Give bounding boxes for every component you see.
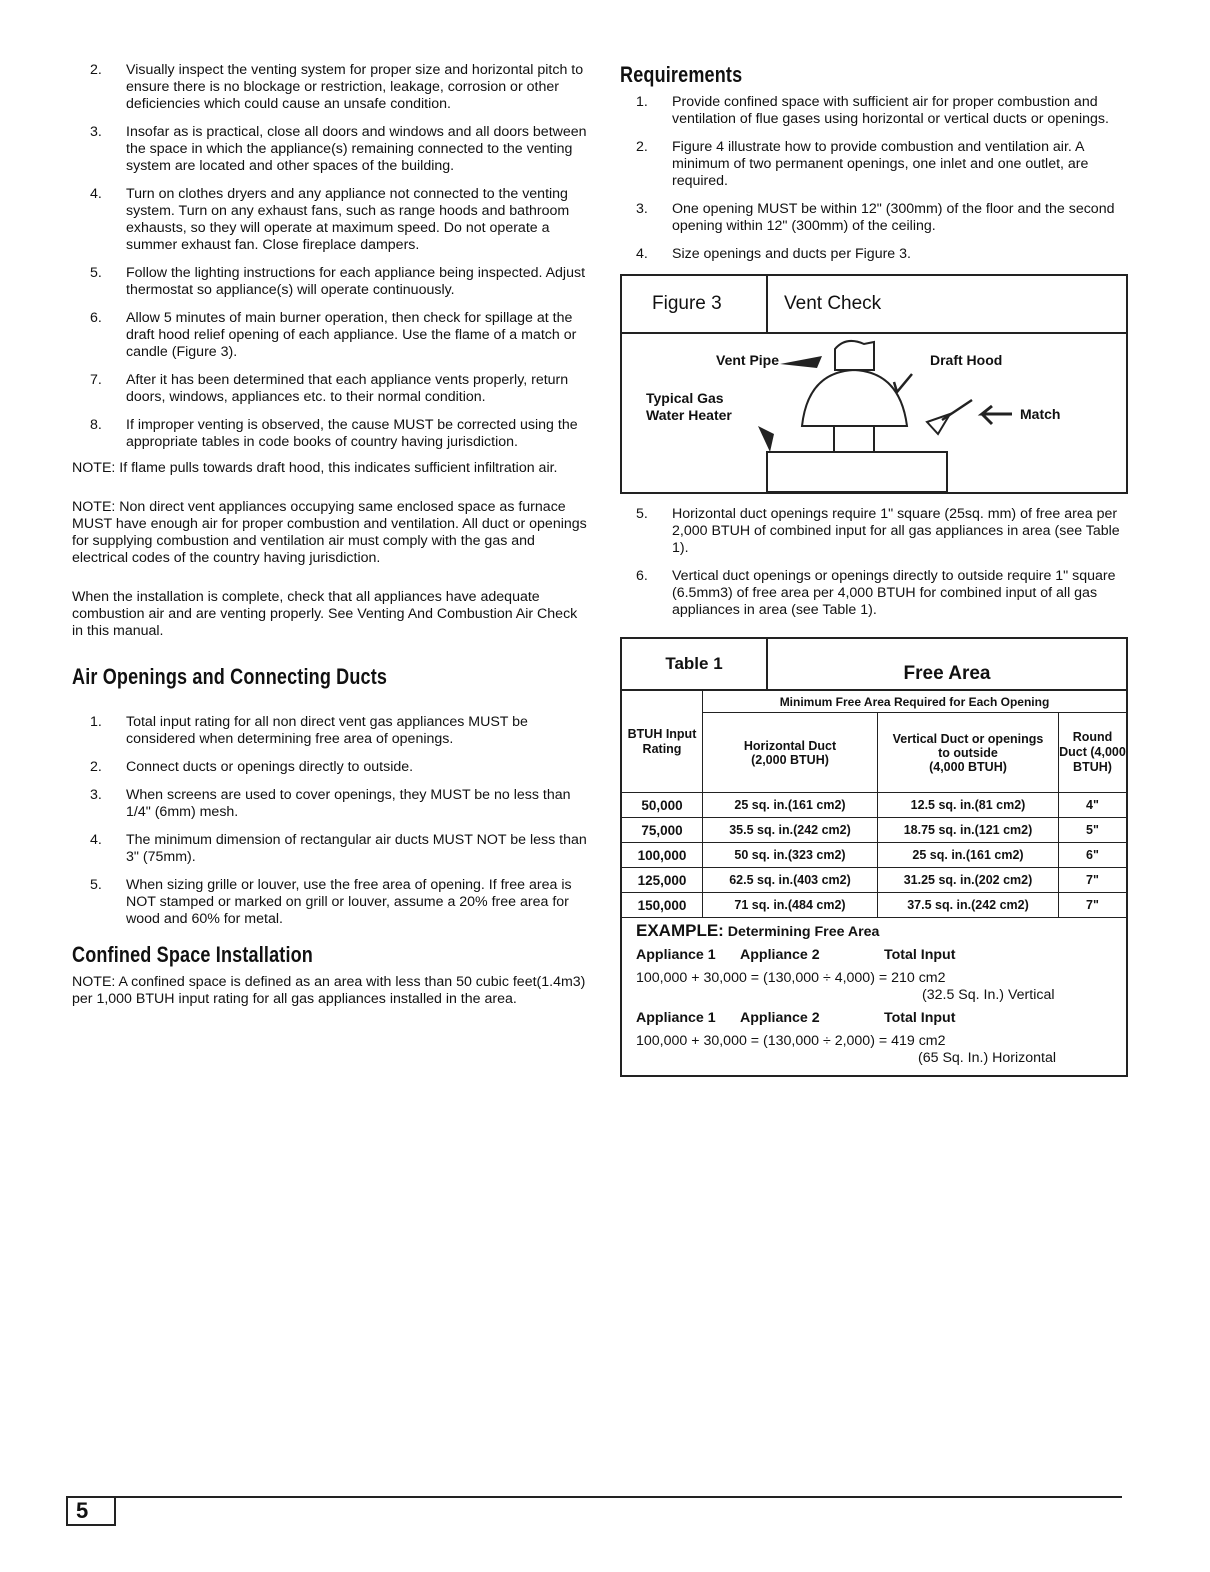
table-row	[622, 893, 1126, 918]
note-flame: NOTE: If flame pulls towards draft hood, this indicates sufficient infiltration air.	[72, 460, 558, 476]
figure-diagram	[622, 334, 1126, 492]
requirements-list-2	[620, 506, 1130, 619]
example-calc-2: 100,000 + 30,000 = (130,000 ÷ 2,000) = 419 cm2	[636, 1033, 946, 1049]
label-match: Match	[1020, 406, 1061, 422]
list-item: 8. If improper venting is observed, the cause MUST be corrected using the appropriate tables in code books of country having jurisdiction.	[90, 417, 578, 450]
figure-vent-check	[620, 274, 1128, 494]
completion-paragraph: When the installation is complete, check that all appliances have adequate combustion air and are venting properly. See Venting And Combustion Air Check in this manual.	[72, 589, 578, 639]
free-area-grid	[622, 690, 1126, 918]
heading-air-openings: Air Openings and Connecting Ducts	[72, 664, 388, 689]
list-item: 2. Connect ducts or openings directly to outside.	[90, 759, 414, 775]
table-row	[622, 843, 1126, 868]
list-item: 1. Total input rating for all non direct vent gas appliances MUST be considered when determining free area of openings.	[90, 714, 528, 747]
list-item: 5. When sizing grille or louver, use the free area of opening. If free area is NOT stamped or marked on grill or louver, assume a 20% free area for wood and 60% for metal.	[90, 877, 572, 927]
example-block	[622, 918, 1126, 1075]
air-openings-steps	[72, 714, 588, 928]
example-header-2: Appliance 1 Appliance 2 Total Input	[636, 1010, 956, 1026]
table-cell: 62.5 sq. in.(403 cm2)	[703, 868, 878, 893]
col-header-round: Round Duct (4,000 BTUH)	[1059, 713, 1127, 793]
example-header-1: Appliance 1 Appliance 2 Total Input	[636, 947, 956, 963]
table-cell: 50,000	[622, 793, 703, 818]
example-result-2: (65 Sq. In.) Horizontal	[918, 1050, 1056, 1066]
table-title: Free Area	[903, 663, 991, 684]
table-cell: 7"	[1059, 868, 1127, 893]
list-item: 7. After it has been determined that each appliance vents properly, return doors, windows, appliances etc. to their normal condition.	[90, 372, 569, 405]
table-cell: 35.5 sq. in.(242 cm2)	[703, 818, 878, 843]
note-nondirect: NOTE: Non direct vent appliances occupying same enclosed space as furnace MUST have enough air for proper combustion and ventilation. All duct or openings for supplying combustion and ventilation air must comply with the gas and electrical codes of the country having jurisdiction.	[72, 499, 587, 566]
table-cell: 125,000	[622, 868, 703, 893]
list-item: 4. Turn on clothes dryers and any appliance not connected to the venting system. Turn on any exhaust fans, such as range hoods and bathroom exhausts, so they will operate at maximum speed. Do not operate a summer exhaust fan. Close fireplace dampers.	[90, 186, 570, 253]
label-draft-hood: Draft Hood	[930, 352, 1003, 368]
table-cell: 150,000	[622, 893, 703, 918]
table-cell: 50 sq. in.(323 cm2)	[703, 843, 878, 868]
list-item: 4. The minimum dimension of rectangular air ducts MUST NOT be less than 3" (75mm).	[90, 832, 587, 865]
table-cell: 71 sq. in.(484 cm2)	[703, 893, 878, 918]
table-cell: 37.5 sq. in.(242 cm2)	[878, 893, 1059, 918]
note-confined: NOTE: A confined space is defined as an area with less than 50 cubic feet(1.4m3) per 1,000 BTUH input rating for all gas appliances installed in the area.	[72, 974, 586, 1007]
list-item: 5. Follow the lighting instructions for each appliance being inspected. Adjust thermostat so appliance(s) will operate continuously.	[90, 265, 586, 298]
list-item: 4. Size openings and ducts per Figure 3.	[636, 246, 911, 262]
table-row	[622, 868, 1126, 893]
table-row	[622, 818, 1126, 843]
venting-steps	[72, 62, 588, 451]
footer-rule	[112, 1496, 1122, 1498]
left-column	[72, 62, 588, 1030]
right-column	[620, 62, 1130, 1077]
vent-pipe-arrow	[780, 356, 822, 368]
table-cell: 12.5 sq. in.(81 cm2)	[878, 793, 1059, 818]
table-cell: 4"	[1059, 793, 1127, 818]
figure-title: Vent Check	[784, 293, 882, 314]
requirements-list	[620, 94, 1130, 263]
list-item: 6. Allow 5 minutes of main burner operation, then check for spillage at the draft hood relief opening of each appliance. Use the flame of a match or candle (Figure 3).	[90, 310, 577, 360]
heading-requirements: Requirements	[620, 62, 743, 87]
table-row	[622, 793, 1126, 818]
col-header-horizontal: Horizontal Duct (2,000 BTUH)	[703, 713, 878, 793]
page-number: 5	[66, 1496, 116, 1526]
table-cell: 25 sq. in.(161 cm2)	[878, 843, 1059, 868]
table-header	[622, 639, 1126, 690]
table-cell: 31.25 sq. in.(202 cm2)	[878, 868, 1059, 893]
list-item: 2. Figure 4 illustrate how to provide combustion and ventilation air. A minimum of two permanent openings, one inlet and one outlet, are required.	[636, 139, 1089, 189]
table-label: Table 1	[622, 639, 768, 689]
subheader: Minimum Free Area Required for Each Opening	[703, 691, 1127, 713]
table-cell: 75,000	[622, 818, 703, 843]
list-item: 2. Visually inspect the venting system for proper size and horizontal pitch to ensure there is no blockage or restriction, leakage, corrosion or other deficiencies which could cause an unsafe condition.	[90, 62, 584, 112]
figure-header	[622, 276, 1126, 334]
table-cell: 25 sq. in.(161 cm2)	[703, 793, 878, 818]
list-item: 5. Horizontal duct openings require 1" square (25sq. mm) of free area per 2,000 BTUH of combined input for all gas appliances in area (see Table 1).	[636, 506, 1120, 556]
list-item: 3. When screens are used to cover openings, they MUST be no less than 1/4" (6mm) mesh.	[90, 787, 571, 820]
example-heading: EXAMPLE: Determining Free Area	[636, 921, 880, 940]
col-header-btuh: BTUH Input Rating	[622, 691, 703, 793]
list-item: 1. Provide confined space with sufficient air for proper combustion and ventilation of flue gases using horizontal or vertical ducts or openings.	[636, 94, 1109, 127]
label-water-heater: Typical Gas Water Heater	[646, 390, 732, 423]
table-cell: 6"	[1059, 843, 1127, 868]
figure-label: Figure 3	[622, 276, 768, 332]
example-result-1: (32.5 Sq. In.) Vertical	[922, 987, 1055, 1003]
list-item: 3. One opening MUST be within 12" (300mm) of the floor and the second opening within 12" (300mm) of the ceiling.	[636, 201, 1115, 234]
list-item: 3. Insofar as is practical, close all doors and windows and all doors between the space in which the appliance(s) remaining connected to the venting system are located and other spaces of the building.	[90, 124, 587, 174]
col-header-vertical: Vertical Duct or openings to outside (4,000 BTUH)	[878, 713, 1059, 793]
example-calc-1: 100,000 + 30,000 = (130,000 ÷ 4,000) = 210 cm2	[636, 970, 946, 986]
label-vent-pipe: Vent Pipe	[716, 352, 780, 368]
table-cell: 18.75 sq. in.(121 cm2)	[878, 818, 1059, 843]
table-cell: 7"	[1059, 893, 1127, 918]
table-free-area	[620, 637, 1128, 1077]
table-cell: 5"	[1059, 818, 1127, 843]
table-cell: 100,000	[622, 843, 703, 868]
heading-confined-space: Confined Space Installation	[72, 942, 313, 967]
list-item: 6. Vertical duct openings or openings directly to outside require 1" square (6.5mm3) of free area per 4,000 BTUH for combined input of all gas appliances in area (see Table 1).	[636, 568, 1116, 618]
